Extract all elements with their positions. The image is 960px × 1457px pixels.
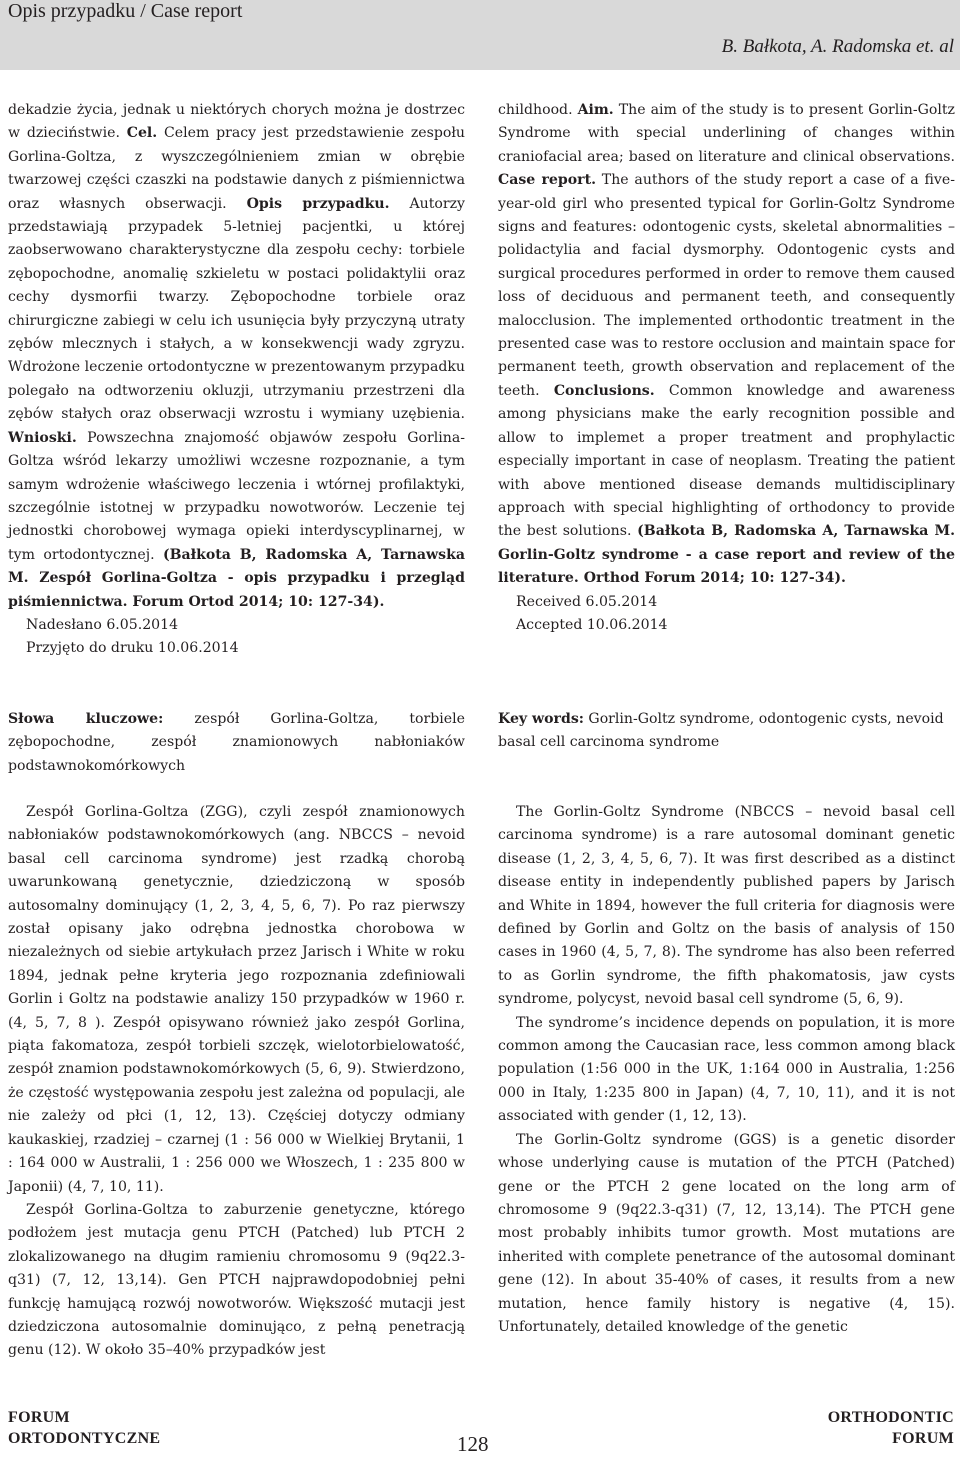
- abstract-en-aim: The aim of the study is to present Gorlin-Goltz Syndrome with special underlining of changes within craniofacial area; based on literature and clinical observations.: [498, 102, 955, 165]
- body-english: [498, 801, 955, 1339]
- journal-name-pl: [8, 1407, 160, 1449]
- journal-name-en-line1: ORTHODONTIC: [827, 1409, 954, 1426]
- keywords-pl-label: Słowa kluczowe:: [8, 711, 164, 727]
- section-title: Opis przypadku / Case report: [8, 0, 243, 22]
- abstract-en-citation: (Bałkota B, Radomska A, Tarnawska M. Gorlin-Goltz syndrome - a case report and review of the literature. Orthod Forum 2014; 10: 127-34).: [498, 523, 955, 587]
- journal-name-pl-line1: FORUM: [8, 1409, 70, 1426]
- received-date-en: Received 6.05.2014: [516, 593, 658, 610]
- body-en-paragraph-3: The Gorlin-Goltz syndrome (GGS) is a genetic disorder whose underlying cause is mutation of the PTCH (Patched) gene or the PTCH 2 gene located on the long arm of chromosome 9 (9q22.3-q31) (7, 12, 13,14). The PTCH gene most probably inhibits tumor growth. Most mutations are inherited with complete penetrance of the autosomal dominant gene (12). In about 35-40% of cases, it results from a new mutation, hence family history is negative (4, 15). Unfortunately, detailed knowledge of the genetic: [498, 1131, 955, 1335]
- page-footer: [0, 1395, 960, 1457]
- abstract-polish: [8, 99, 465, 661]
- page-number: 128: [457, 1432, 489, 1456]
- abstract-en-case-label: Case report.: [498, 172, 596, 189]
- article-authors: B. Bałkota, A. Radomska et. al: [721, 36, 954, 57]
- keywords-polish: [8, 708, 465, 778]
- accepted-date-en: Accepted 10.06.2014: [516, 616, 668, 633]
- abstract-pl-citation: (Bałkota B, Radomska A, Tarnawska M. Zespół Gorlina-Goltza - opis przypadku i przegląd piśmiennictwa. Forum Ortod 2014; 10: 127-34).: [8, 546, 465, 610]
- abstract-en-case: The authors of the study report a case of a five-year-old girl who presented typical for Gorlin-Goltz Syndrome signs and features: odontogenic cysts, skeletal abnormalities – polidactylia and facial dysmorphy. Odontogenic cysts and surgical procedures performed in order to remove them caused loss of deciduous and permanent teeth, and consequently malocclusion. The implemented orthodontic treatment in the presented case was to restore occlusion and maintain space for permanent teeth, growth observation and replacement of the teeth.: [498, 172, 955, 399]
- keywords-en-text: Gorlin-Goltz syndrome, odontogenic cysts, nevoid basal cell carcinoma syndrome: [498, 711, 944, 751]
- abstract-en-intro: childhood.: [498, 102, 578, 118]
- abstract-english: [498, 99, 955, 637]
- abstract-pl-cel-label: Cel.: [126, 125, 158, 142]
- accepted-date-pl: Przyjęto do druku 10.06.2014: [26, 640, 239, 657]
- abstract-en-aim-label: Aim.: [577, 102, 614, 118]
- keywords-en-label: Key words:: [498, 711, 584, 727]
- received-date-pl: Nadesłano 6.05.2014: [26, 616, 179, 633]
- journal-name-pl-line2: ORTODONTYCZNE: [8, 1430, 161, 1447]
- body-en-paragraph-2: The syndrome’s incidence depends on population, it is more common among the Caucasian race, less common among black population (1:56 000 in the UK, 1:164 000 in Australia, 1:256 000 in Italy, 1:235 800 in Japan) (4, 7, 10, 11), and it is not associated with gender (1, 12, 13).: [498, 1014, 955, 1125]
- body-pl-paragraph-1: Zespół Gorlina-Goltza (ZGG), czyli zespół znamionowych nabłoniaków podstawnokomórkowych (ang. NBCCS – nevoid basal cell carcinoma syndrome) jest rzadką chorobą uwarunkowaną genetycznie, dziedziczoną w sposób autosomalny dominujący (1, 2, 3, 4, 5, 6, 7). Po raz pierwszy został opisany jako odrębna jednostka chorobowa w niezależnych od siebie artykułach przez Jarisch i White w roku 1894, jednak pełne kryteria jego rozpoznania zdefiniowali Gorlin i Goltz na podstawie analizy 150 przypadków w 1960 r. (4, 5, 7, 8 ). Zespół opisywano również jako zespół Gorlina, piąta fakomatoza, zespół torbieli szczęk, wielotorbielowatość, zespół znamion podstawnokomórkowych (5, 6, 9). Stwierdzono, że częstość występowania zespołu jest zależna od populacji, ale nie zależy od płci (1, 12, 13). Częściej dotyczy odmiany kaukaskiej, rzadziej – czarnej (1 : 56 000 w Wielkiej Brytanii, 1 : 164 000 w Australii, 1 : 256 000 we Włoszech, 1 : 235 800 w Japonii) (4, 7, 10, 11).: [8, 804, 465, 1195]
- abstract-pl-intro: dekadzie życia, jednak u niektórych chorych można je dostrzec w dzieciństwie.: [8, 102, 465, 142]
- abstract-en-conc-label: Conclusions.: [553, 382, 655, 399]
- abstract-en-conc: Common knowledge and awareness among physicians make the early recognition possible and allow to implemet a proper treatment and prophylactic especially important in case of neoplasm. Treating the patient with above mentioned disease demands multidisciplinary approach with special highlighting of orthodoncy to provide the best solutions.: [498, 382, 955, 540]
- page-header: [0, 0, 960, 70]
- keywords-pl-text: zespół Gorlina-Goltza, torbiele zębopochodne, zespół znamionowych nabłoniaków podstawnokomórkowych: [8, 711, 465, 774]
- body-polish: [8, 801, 465, 1363]
- abstract-pl-opis-label: Opis przypadku.: [246, 195, 390, 212]
- abstract-pl-opis: Autorzy przedstawiają przypadek 5-letniej pacjentki, u której zaobserwowano charakterystyczne dla zespołu cechy: torbiele zębopochodne, anomalię szkieletu w postaci polidaktylii oraz cechy dysmorfii twarzy. Zębopochodne torbiele oraz chirurgiczne zabiegi w celu ich usunięcia były przyczyną utraty zębów mlecznych i stałych, a w konsekwencji wady zgryzu. Wdrożone leczenie ortodontyczne w prezentowanym przypadku polegało na odtworzeniu okluzji, utrzymaniu przestrzeni dla zębów stałych oraz obserwacji wzrostu i wymiany uzębienia.: [8, 195, 465, 423]
- journal-name-en: [828, 1407, 954, 1449]
- abstract-pl-wnioski: Powszechna znajomość objawów zespołu Gorlina-Goltza wśród lekarzy umożliwi wczesne rozpoznanie, a tym samym wdrożenie właściwego leczenia i wtórnej profilaktyki, szczególnie istotnej w przypadku nowotworów. Leczenie tej jednostki chorobowej wymaga opieki interdyscyplinarnej, w tym ortodontycznej.: [8, 429, 465, 563]
- journal-name-en-line2: FORUM: [892, 1430, 954, 1447]
- body-en-paragraph-1: The Gorlin-Goltz Syndrome (NBCCS – nevoid basal cell carcinoma syndrome) is a rare autosomal dominant genetic disease (1, 2, 3, 4, 5, 6, 7). It was first described as a distinct disease entity in independently published papers by Jarisch and White in 1894, however the full criteria for diagnosis were defined by Gorlin and Goltz on the basis of analysis of 150 cases in 1960 (4, 5, 7, 8). The syndrome has also been referred to as Gorlin syndrome, the fifth phakomatosis, jaw cysts syndrome, polycyst, nevoid basal cell syndrome (5, 6, 9).: [498, 804, 955, 1008]
- body-pl-paragraph-2: Zespół Gorlina-Goltza to zaburzenie genetyczne, którego podłożem jest mutacja genu PTCH (Patched) lub PTCH 2 zlokalizowanego na długim ramieniu chromosomu 9 (9q22.3-q31) (7, 12, 13,14). Gen PTCH najprawdopodobniej pełni funkcję hamującą rozwój nowotworów. Większość mutacji jest dziedziczona autosomalnie dominująco, z pełną penetracją genu (12). W około 35–40% przypadków jest: [8, 1201, 465, 1359]
- keywords-english: [498, 708, 955, 755]
- abstract-pl-cel: Celem pracy jest przedstawienie zespołu Gorlina-Goltza, z wyszczególnieniem zmian w obrębie twarzowej części czaszki na podstawie danych z piśmiennictwa oraz własnych obserwacji.: [8, 125, 465, 212]
- abstract-pl-wnioski-label: Wnioski.: [8, 429, 77, 446]
